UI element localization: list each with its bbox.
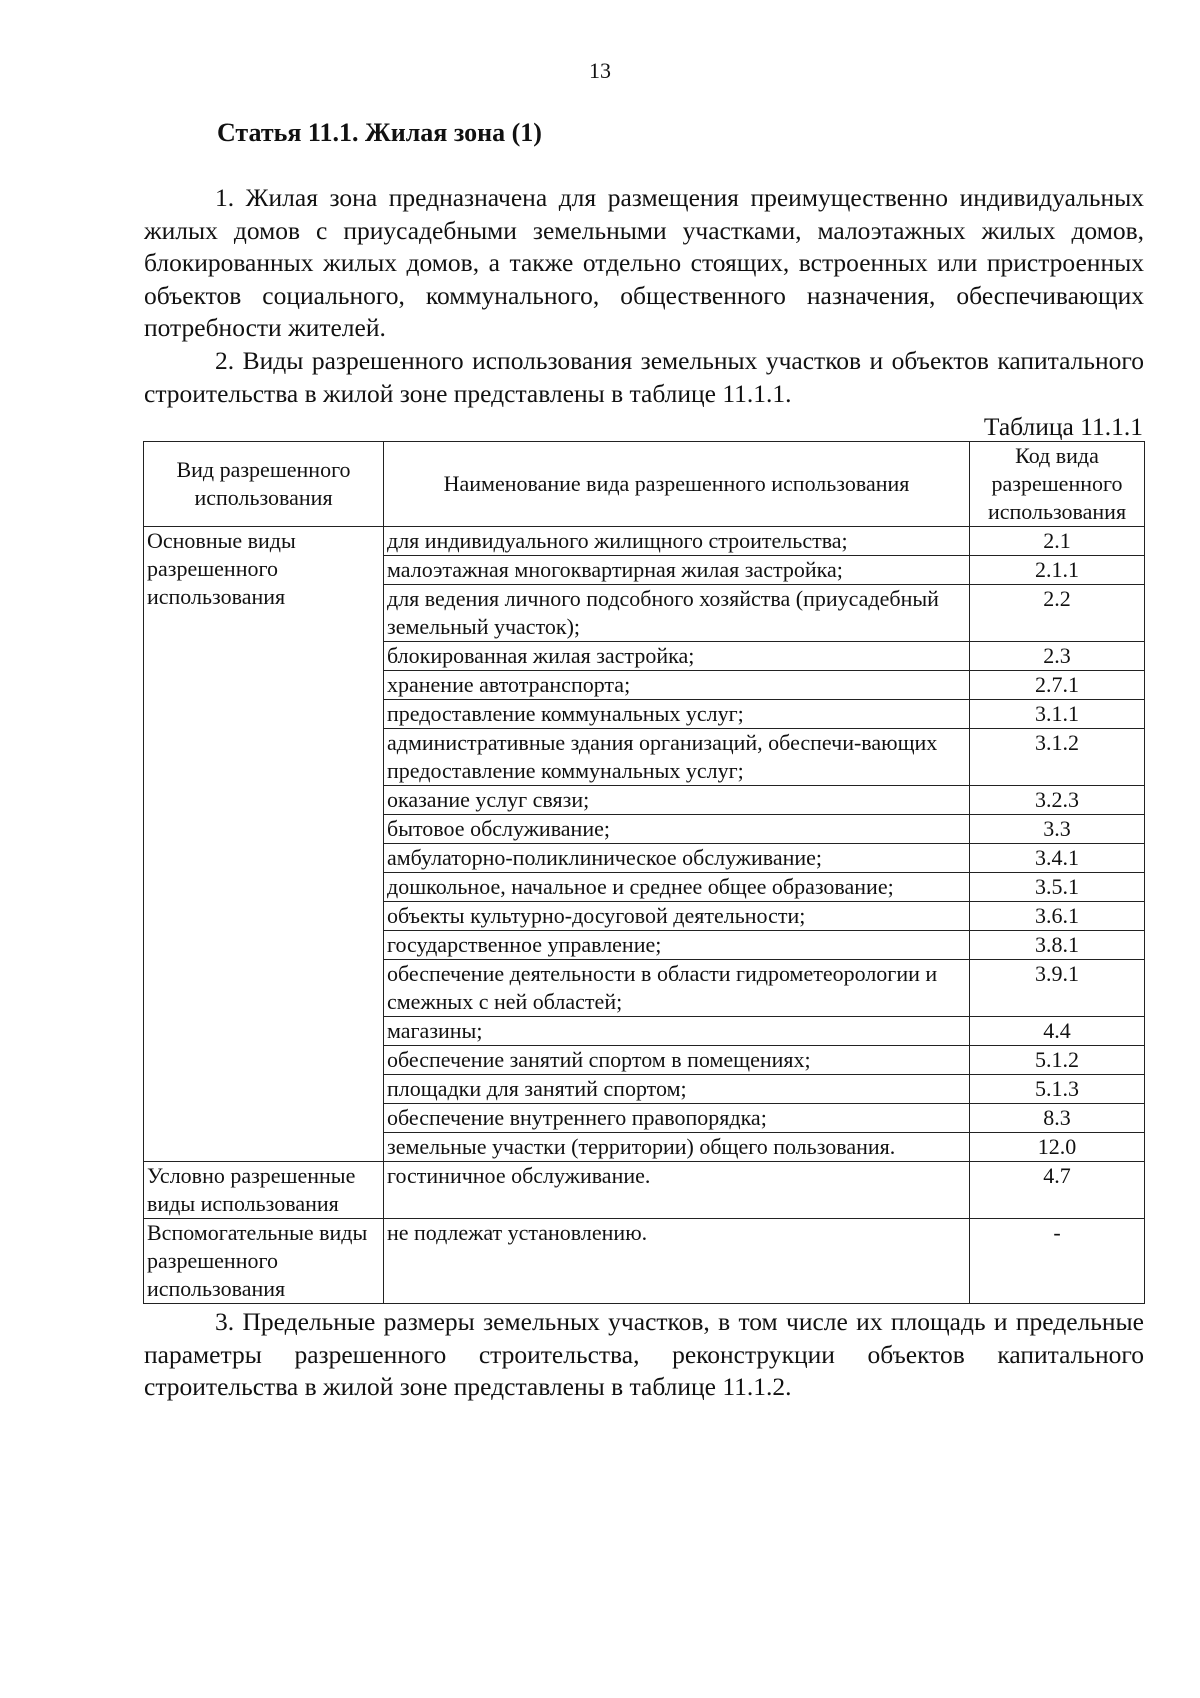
use-name-cell: малоэтажная многоквартирная жилая застройка; xyxy=(384,556,970,585)
use-name-cell: амбулаторно-поликлиническое обслуживание; xyxy=(384,844,970,873)
table-header-row xyxy=(144,442,1145,527)
use-code-cell: 3.1.2 xyxy=(970,729,1145,786)
use-name-cell: земельные участки (территории) общего пользования. xyxy=(384,1133,970,1162)
use-code-cell: 4.7 xyxy=(970,1162,1145,1219)
use-name-cell: для индивидуального жилищного строительства; xyxy=(384,527,970,556)
paragraph-1 xyxy=(144,182,1144,345)
use-name-cell: площадки для занятий спортом; xyxy=(384,1075,970,1104)
header-use-code: Код вида разрешенного использования xyxy=(970,442,1145,527)
paragraph-2 xyxy=(144,345,1144,410)
use-code-cell: 3.4.1 xyxy=(970,844,1145,873)
table-body xyxy=(144,527,1145,1304)
use-code-cell: 3.9.1 xyxy=(970,960,1145,1017)
paragraph-3-text: 3. Предельные размеры земельных участков, в том числе их площадь и предельные параметры разрешенного строительства, реконструкции объектов капитального строительства в жилой зоне представлены в таблице 11.1.2. xyxy=(144,1307,1144,1401)
use-code-cell: 3.3 xyxy=(970,815,1145,844)
use-name-cell: предоставление коммунальных услуг; xyxy=(384,700,970,729)
use-code-cell: 2.7.1 xyxy=(970,671,1145,700)
use-code-cell: 12.0 xyxy=(970,1133,1145,1162)
use-code-cell: 4.4 xyxy=(970,1017,1145,1046)
table-row xyxy=(144,527,1145,556)
table-row xyxy=(144,1219,1145,1304)
use-code-cell: 3.1.1 xyxy=(970,700,1145,729)
paragraph-1-text: 1. Жилая зона предназначена для размещения преимущественно индивидуальных жилых домов с приусадебными земельными участками, малоэтажных жилых домов, блокированных жилых домов, а также отдельно стоящих, встроенных или пристроенных объектов социального, коммунального, общественного назначения, обеспечивающих потребности жителей. xyxy=(144,183,1144,342)
use-name-cell: обеспечение деятельности в области гидрометеорологии и смежных с ней областей; xyxy=(384,960,970,1017)
use-code-cell: 2.3 xyxy=(970,642,1145,671)
use-code-cell: 2.1.1 xyxy=(970,556,1145,585)
use-name-cell: дошкольное, начальное и среднее общее образование; xyxy=(384,873,970,902)
page-number: 13 xyxy=(589,58,611,83)
use-name-cell: оказание услуг связи; xyxy=(384,786,970,815)
use-code-cell: 8.3 xyxy=(970,1104,1145,1133)
use-code-cell: 3.5.1 xyxy=(970,873,1145,902)
header-use-name: Наименование вида разрешенного использования xyxy=(384,442,970,527)
use-name-cell: государственное управление; xyxy=(384,931,970,960)
use-code-cell: 2.1 xyxy=(970,527,1145,556)
use-name-cell: гостиничное обслуживание. xyxy=(384,1162,970,1219)
use-name-cell: административные здания организаций, обеспечи-вающих предоставление коммунальных услуг; xyxy=(384,729,970,786)
use-code-cell: 3.2.3 xyxy=(970,786,1145,815)
use-group-label: Вспомогательные виды разрешенного использования xyxy=(144,1219,384,1304)
use-name-cell: объекты культурно-досуговой деятельности; xyxy=(384,902,970,931)
paragraph-3 xyxy=(144,1306,1144,1404)
table-caption: Таблица 11.1.1 xyxy=(983,412,1143,441)
table-row xyxy=(144,1162,1145,1219)
use-group-label: Основные виды разрешенного использования xyxy=(144,527,384,1162)
use-code-cell: 3.6.1 xyxy=(970,902,1145,931)
header-use-type: Вид разрешенного использования xyxy=(144,442,384,527)
use-name-cell: не подлежат установлению. xyxy=(384,1219,970,1304)
permitted-uses-table xyxy=(143,441,1145,1304)
use-code-cell: 5.1.3 xyxy=(970,1075,1145,1104)
use-name-cell: обеспечение внутреннего правопорядка; xyxy=(384,1104,970,1133)
use-name-cell: хранение автотранспорта; xyxy=(384,671,970,700)
use-code-cell: - xyxy=(970,1219,1145,1304)
use-name-cell: бытовое обслуживание; xyxy=(384,815,970,844)
paragraph-2-text: 2. Виды разрешенного использования земельных участков и объектов капитального строительства в жилой зоне представлены в таблице 11.1.1. xyxy=(144,346,1144,408)
use-code-cell: 2.2 xyxy=(970,585,1145,642)
use-name-cell: блокированная жилая застройка; xyxy=(384,642,970,671)
use-code-cell: 3.8.1 xyxy=(970,931,1145,960)
use-name-cell: для ведения личного подсобного хозяйства (приусадебный земельный участок); xyxy=(384,585,970,642)
use-name-cell: обеспечение занятий спортом в помещениях; xyxy=(384,1046,970,1075)
use-name-cell: магазины; xyxy=(384,1017,970,1046)
use-group-label: Условно разрешенные виды использования xyxy=(144,1162,384,1219)
use-code-cell: 5.1.2 xyxy=(970,1046,1145,1075)
article-heading: Статья 11.1. Жилая зона (1) xyxy=(217,118,542,147)
